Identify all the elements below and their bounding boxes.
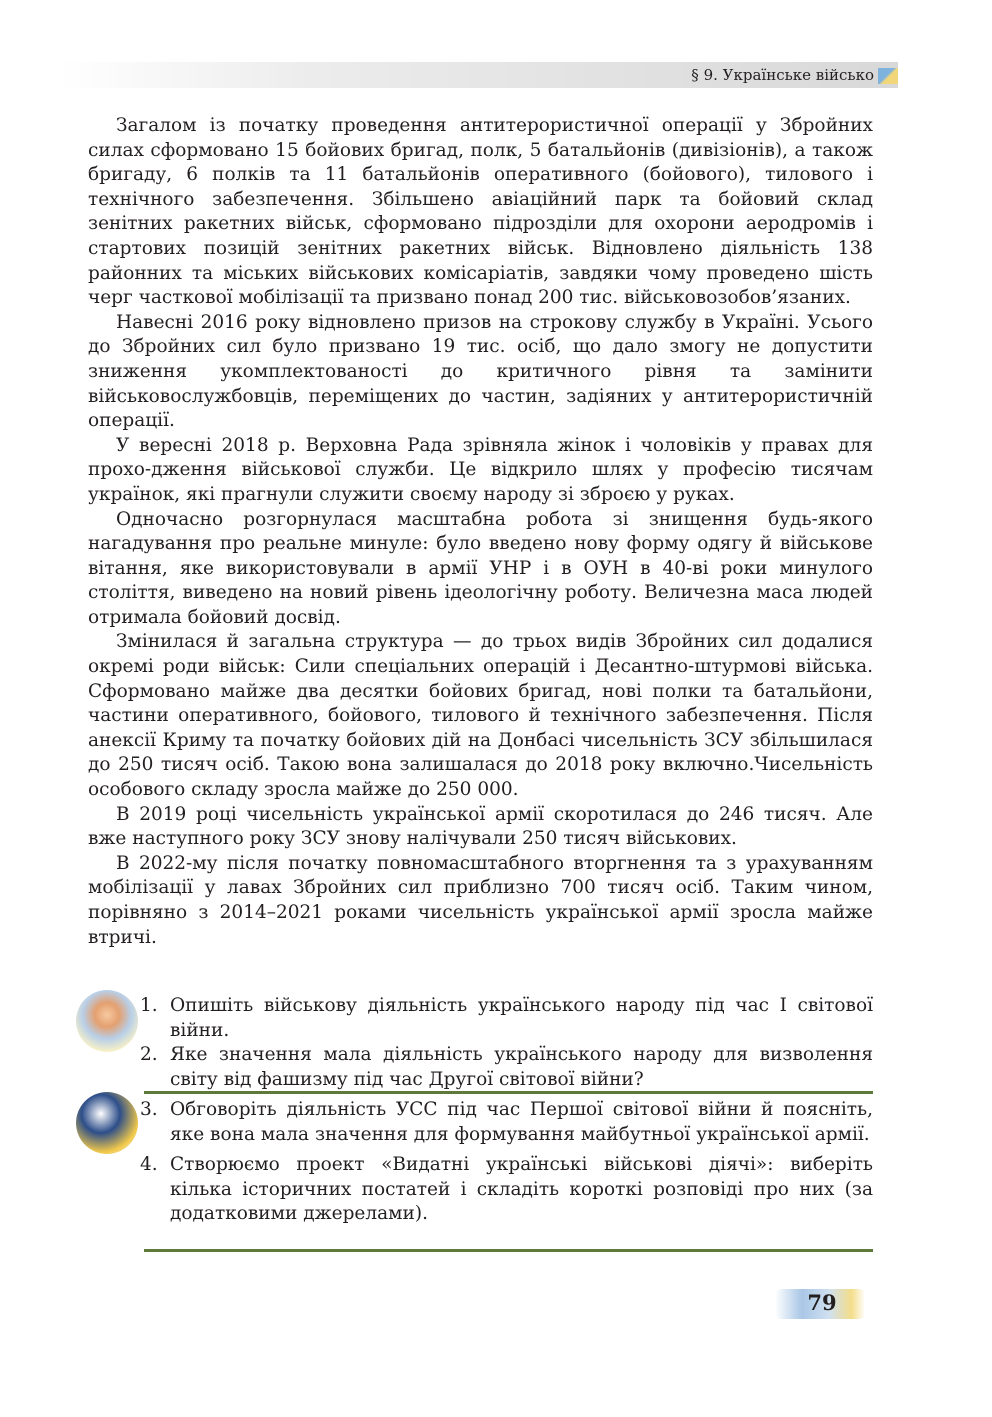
question-item [140, 1098, 873, 1147]
paragraph: Навесні 2016 року відновлено призов на строкову службу в Україні. Усього до Збройних сил було призвано 19 тис. осіб, що дало змогу не допустити зниження укомплектованості до критичного рівня та замінити військовослужбовців, переміщених до частин, задіяних у антитерористичній операції. [88, 311, 873, 432]
question-text: Опишіть військову діяльність українського народу під час І світової війни. [170, 995, 873, 1041]
section-divider [144, 1091, 873, 1094]
question-text: Яке значення мала діяльність українського народу для визволення світу від фашизму під час Другої світової війни? [170, 1044, 873, 1090]
questions-group-1 [140, 994, 873, 1092]
question-number: 4. [140, 1154, 158, 1176]
paragraph: В 2022-му після початку повномасштабного вторгнення та з урахуванням мобілізації у лавах Збройних сил приблизно 700 тисяч осіб. Таким чином, порівняно з 2014–2021 роками чисельність української армії зросла майже втричі. [88, 852, 873, 948]
paragraph: Загалом із початку проведення антитерористичної операції у Збройних силах сформовано 15 бойових бригад, полк, 5 батальйонів (дивізіонів), а також бригаду, 6 полків та 11 батальйонів оперативного (бойового), тилового і технічного забезпечення. Збільшено авіаційний парк та бойовий склад зенітних ракетних військ, сформовано підрозділи для охорони аеродромів і стартових позицій зенітних ракетних військ. Відновлено діяльність 138 районних та міських військових комісаріатів, завдяки чому проведено шість черг часткової мобілізації та призвано понад 200 тис. військовозобов’язаних. [88, 115, 873, 309]
section-divider [144, 1249, 873, 1252]
discussion-icon [76, 1092, 138, 1154]
question-number: 1. [140, 995, 158, 1016]
header-decoration [878, 68, 898, 84]
question-item [140, 1153, 873, 1227]
question-number: 3. [140, 1099, 158, 1120]
question-item [140, 994, 873, 1043]
main-text [88, 114, 873, 950]
paragraph: Змінилася й загальна структура — до трьох видів Збройних сил додалися окремі роди військ: Сили спеціальних операцій і Десантно-штурмові війська. Сформовано майже два десятки бойових бригад, нові полки та батальйони, частини оперативного, бойового, тилового й технічного забезпечення. Після анексії Криму та початку бойових дій на Донбасі чисельність ЗСУ збільшилася до 250 тисяч осіб. Такою вона залишалася до 2018 року включно.Чисельність особового складу зросла майже до 250 000. [88, 631, 873, 801]
paragraph: У вересні 2018 р. Верховна Рада зрівняла жінок і чоловіків у правах для прохо-дження військової служби. Це відкрило шлях у професію тисячам українок, які прагнули служити своєму народу зі зброєю у руках. [88, 434, 873, 505]
page-number: 79 [807, 1290, 837, 1315]
paragraph: Одночасно розгорнулася масштабна робота зі знищення будь-якого нагадування про реальне минуле: було введено нову форму одягу й військове вітання, яке використовували в армії УНР і в ОУН в 40-ві роки минулого століття, виведено на новий рівень ідеологічну роботу. Величезна маса людей отримала бойовий досвід. [88, 508, 873, 628]
question-number: 2. [140, 1044, 158, 1066]
questions-icon [76, 990, 138, 1052]
question-item [140, 1043, 873, 1092]
question-text: Створюємо проект «Видатні українські військові діячі»: виберіть кілька історичних постатей і складіть короткі розповіді про них (за додатковими джерелами). [170, 1154, 873, 1225]
paragraph: В 2019 році чисельність української армії скоротилася до 246 тисяч. Але вже наступного року ЗСУ знову налічували 250 тисяч військових. [88, 803, 873, 850]
questions-group-2 [140, 1098, 873, 1227]
running-header: § 9. Українське військо [691, 66, 874, 84]
question-text: Обговоріть діяльність УСС під час Першої світової війни й поясніть, яке вона мала значення для формування майбутньої української армії. [170, 1099, 873, 1145]
